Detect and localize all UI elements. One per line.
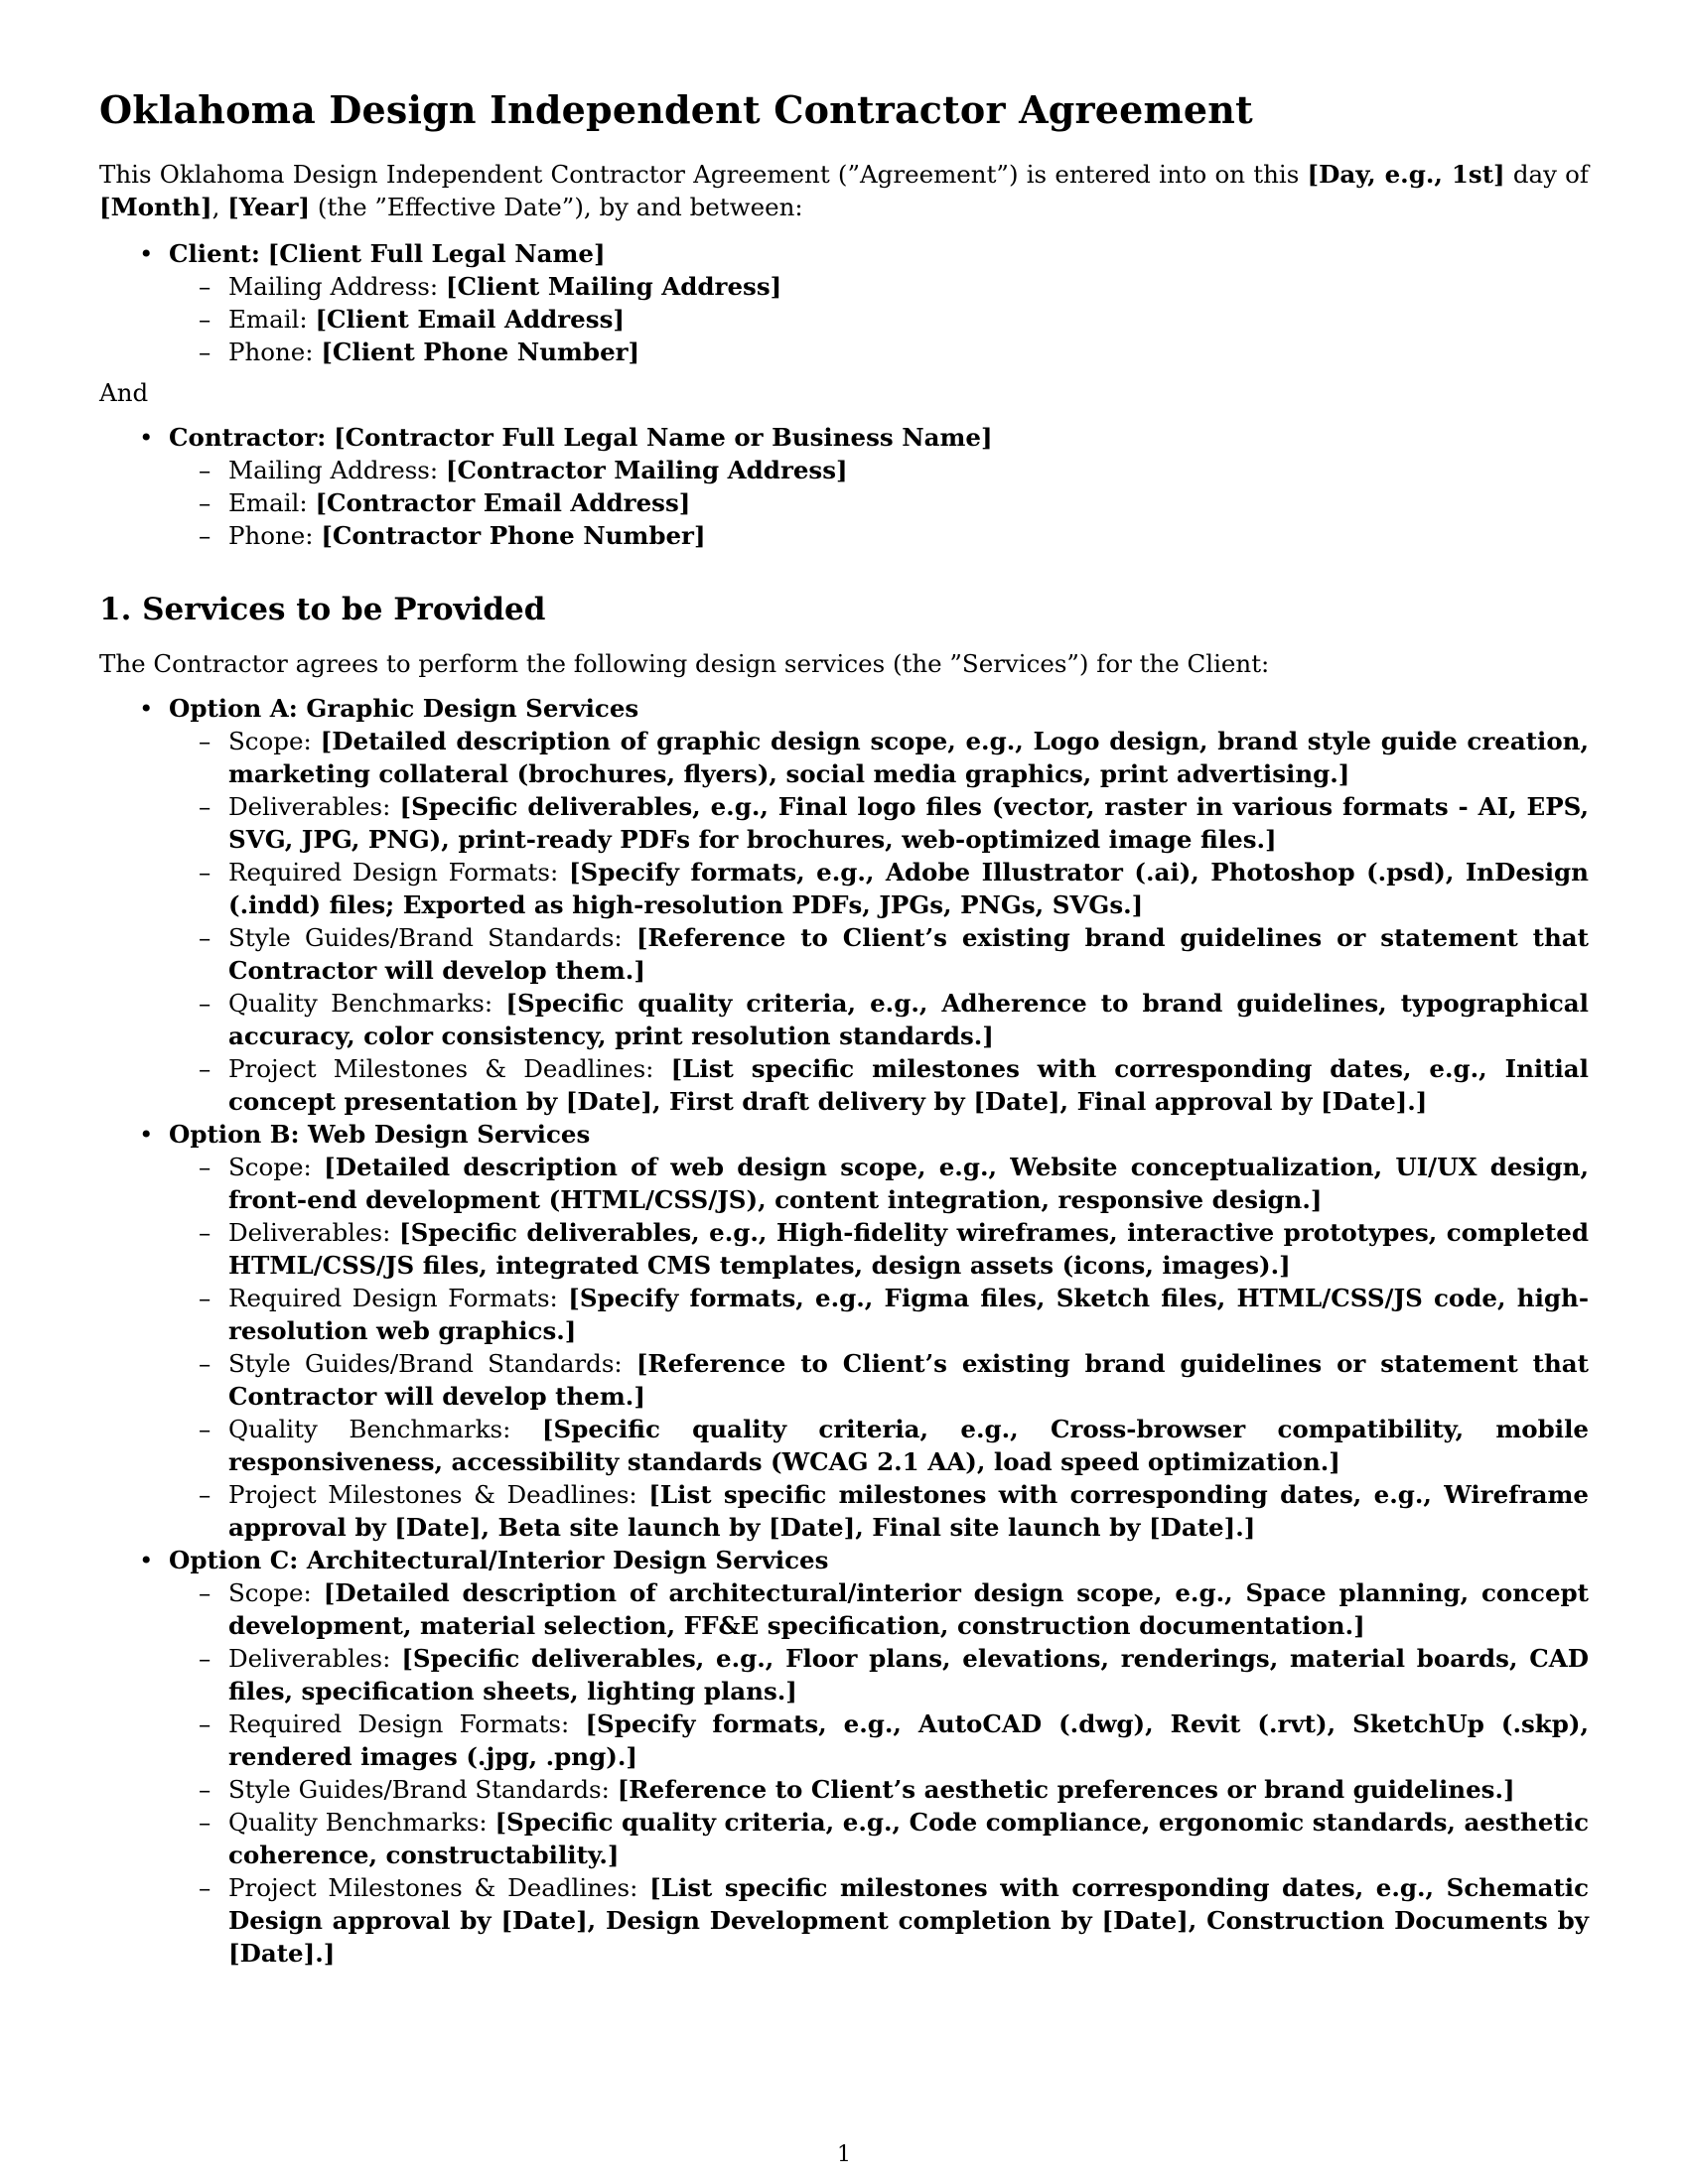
contractor-mailing-address <box>169 454 1589 486</box>
item-label: Deliverables: <box>228 792 400 821</box>
client-label: Client: <box>169 239 260 268</box>
option-item-deliverables <box>169 790 1589 856</box>
option-item-deliverables <box>169 1642 1589 1707</box>
contractor-fields <box>169 454 1589 552</box>
bullet-icon: • <box>139 694 154 723</box>
item-value: [Detailed description of architectural/interior design scope, e.g., Space planning, concept development, material selection, FF&E specification, construction documentation.] <box>228 1578 1589 1640</box>
item-value: [List specific milestones with corresponding dates, e.g., Wireframe approval by [Date], Beta site launch by [Date], Final site launch by [Date].] <box>228 1480 1589 1542</box>
contractor-label: Contractor: <box>169 423 327 452</box>
contractor-party-list <box>99 421 1589 552</box>
dash-icon: – <box>199 1415 211 1443</box>
dash-icon: – <box>199 727 211 755</box>
dash-icon: – <box>199 305 211 334</box>
field-value: [Contractor Mailing Address] <box>445 456 848 484</box>
option-item-quality <box>169 987 1589 1052</box>
option-item-deliverables <box>169 1216 1589 1282</box>
page-number: 1 <box>837 2142 851 2167</box>
option-item-scope <box>169 1151 1589 1216</box>
dash-icon: – <box>199 1808 211 1837</box>
field-label: Email: <box>228 305 316 334</box>
option-c <box>99 1544 1589 1970</box>
intro-text: day of <box>1504 160 1589 189</box>
document-page <box>99 87 1589 1970</box>
client-name: [Client Full Legal Name] <box>267 239 606 268</box>
client-phone <box>169 336 1589 368</box>
field-value: [Client Email Address] <box>315 305 625 334</box>
option-title: Option A: Graphic Design Services <box>169 694 639 723</box>
item-label: Style Guides/Brand Standards: <box>228 1775 618 1804</box>
item-value: [Reference to Client’s existing brand guidelines or statement that Contractor will develop them.] <box>228 1349 1589 1411</box>
intro-text: , <box>211 193 228 221</box>
option-b <box>99 1118 1589 1544</box>
field-label: Email: <box>228 488 316 517</box>
item-value: [List specific milestones with corresponding dates, e.g., Schematic Design approval by [Date], Design Development completion by [Date], Construction Documents by [Date].] <box>228 1873 1589 1968</box>
bullet-icon: • <box>139 239 154 268</box>
item-value: [Specific deliverables, e.g., High-fidelity wireframes, interactive prototypes, completed HTML/CSS/JS files, integrated CMS templates, design assets (icons, images).] <box>228 1218 1589 1280</box>
field-label: Mailing Address: <box>228 272 446 301</box>
option-item-quality <box>169 1806 1589 1871</box>
dash-icon: – <box>199 858 211 887</box>
item-label: Quality Benchmarks: <box>228 1808 495 1837</box>
intro-text: (the ”Effective Date”), by and between: <box>310 193 803 221</box>
dash-icon: – <box>199 923 211 952</box>
option-item-style-guides <box>169 1347 1589 1413</box>
item-label: Quality Benchmarks: <box>228 1415 542 1443</box>
option-title: Option B: Web Design Services <box>169 1120 591 1149</box>
item-label: Required Design Formats: <box>228 1709 586 1738</box>
month-placeholder: [Month] <box>99 193 212 221</box>
option-item-formats <box>169 1282 1589 1347</box>
dash-icon: – <box>199 338 211 366</box>
document-title: Oklahoma Design Independent Contractor Agreement <box>99 87 1253 132</box>
option-item-scope <box>169 725 1589 790</box>
and-separator: And <box>99 378 149 407</box>
option-items <box>169 1576 1589 1970</box>
dash-icon: – <box>199 792 211 821</box>
option-a <box>99 692 1589 1118</box>
intro-paragraph <box>99 158 1589 223</box>
option-item-scope <box>169 1576 1589 1642</box>
client-email <box>169 303 1589 336</box>
section-1-heading: 1. Services to be Provided <box>99 592 546 627</box>
client-mailing-address <box>169 270 1589 303</box>
item-label: Required Design Formats: <box>228 858 569 887</box>
intro-text: This Oklahoma Design Independent Contractor Agreement (”Agreement”) is entered into on this <box>99 160 1308 189</box>
item-label: Project Milestones & Deadlines: <box>228 1054 671 1083</box>
field-label: Phone: <box>228 338 322 366</box>
bullet-icon: • <box>139 423 154 452</box>
dash-icon: – <box>199 1218 211 1247</box>
dash-icon: – <box>199 1480 211 1509</box>
client-party-list <box>99 237 1589 368</box>
option-item-milestones <box>169 1871 1589 1970</box>
item-label: Project Milestones & Deadlines: <box>228 1480 649 1509</box>
field-value: [Contractor Email Address] <box>315 488 691 517</box>
service-options-list <box>99 692 1589 1970</box>
item-value: [Reference to Client’s aesthetic preferences or brand guidelines.] <box>617 1775 1515 1804</box>
item-label: Scope: <box>228 727 321 755</box>
dash-icon: – <box>199 1578 211 1607</box>
client-party <box>99 237 1589 368</box>
dash-icon: – <box>199 1709 211 1738</box>
dash-icon: – <box>199 521 211 550</box>
item-label: Deliverables: <box>228 1218 400 1247</box>
field-label: Phone: <box>228 521 322 550</box>
item-value: [Specific quality criteria, e.g., Adherence to brand guidelines, typographical accuracy, color consistency, print resolution standards.] <box>228 989 1589 1050</box>
dash-icon: – <box>199 272 211 301</box>
item-value: [Detailed description of graphic design scope, e.g., Logo design, brand style guide creation, marketing collateral (brochures, flyers), social media graphics, print advertising.] <box>228 727 1590 788</box>
item-label: Project Milestones & Deadlines: <box>228 1873 650 1902</box>
option-item-style-guides <box>169 1773 1589 1806</box>
field-value: [Contractor Phone Number] <box>321 521 706 550</box>
option-item-formats <box>169 856 1589 921</box>
year-placeholder: [Year] <box>227 193 311 221</box>
dash-icon: – <box>199 1873 211 1902</box>
dash-icon: – <box>199 989 211 1018</box>
item-label: Scope: <box>228 1578 324 1607</box>
section-1-intro: The Contractor agrees to perform the following design services (the ”Services”) for the Client: <box>99 649 1270 678</box>
option-item-formats <box>169 1707 1589 1773</box>
day-placeholder: [Day, e.g., 1st] <box>1307 160 1505 189</box>
client-fields <box>169 270 1589 368</box>
item-value: [Specify formats, e.g., Figma files, Sketch files, HTML/CSS/JS code, high-resolution web graphics.] <box>228 1284 1589 1345</box>
option-title: Option C: Architectural/Interior Design Services <box>169 1546 829 1574</box>
dash-icon: – <box>199 1054 211 1083</box>
item-value: [Detailed description of web design scope, e.g., Website conceptualization, UI/UX design, front-end development (HTML/CSS/JS), content integration, responsive design.] <box>228 1153 1589 1214</box>
dash-icon: – <box>199 456 211 484</box>
dash-icon: – <box>199 1644 211 1673</box>
dash-icon: – <box>199 1284 211 1312</box>
dash-icon: – <box>199 1775 211 1804</box>
item-label: Style Guides/Brand Standards: <box>228 1349 636 1378</box>
option-item-milestones <box>169 1478 1589 1544</box>
field-label: Mailing Address: <box>228 456 446 484</box>
item-label: Required Design Formats: <box>228 1284 569 1312</box>
field-value: [Client Mailing Address] <box>445 272 782 301</box>
field-value: [Client Phone Number] <box>321 338 640 366</box>
item-value: [Specify formats, e.g., AutoCAD (.dwg), Revit (.rvt), SketchUp (.skp), rendered images (.jpg, .png).] <box>228 1709 1589 1771</box>
contractor-phone <box>169 519 1589 552</box>
item-value: [Reference to Client’s existing brand guidelines or statement that Contractor will develop them.] <box>228 923 1589 985</box>
dash-icon: – <box>199 1153 211 1181</box>
item-label: Quality Benchmarks: <box>228 989 506 1018</box>
option-items <box>169 725 1589 1118</box>
item-value: [Specific quality criteria, e.g., Code compliance, ergonomic standards, aesthetic coherence, constructability.] <box>228 1808 1589 1869</box>
bullet-icon: • <box>139 1120 154 1149</box>
dash-icon: – <box>199 488 211 517</box>
bullet-icon: • <box>139 1546 154 1574</box>
item-label: Scope: <box>228 1153 325 1181</box>
item-label: Deliverables: <box>228 1644 402 1673</box>
option-items <box>169 1151 1589 1544</box>
contractor-email <box>169 486 1589 519</box>
option-item-milestones <box>169 1052 1589 1118</box>
item-value: [Specify formats, e.g., Adobe Illustrator (.ai), Photoshop (.psd), InDesign (.indd) files; Exported as high-resolution PDFs, JPGs, PNGs, SVGs.] <box>228 858 1589 919</box>
item-value: [Specific deliverables, e.g., Final logo files (vector, raster in various formats - AI, EPS, SVG, JPG, PNG), print-ready PDFs for brochures, web-optimized image files.] <box>228 792 1589 854</box>
contractor-name: [Contractor Full Legal Name or Business Name] <box>334 423 993 452</box>
dash-icon: – <box>199 1349 211 1378</box>
option-item-style-guides <box>169 921 1589 987</box>
item-value: [Specific quality criteria, e.g., Cross-browser compatibility, mobile responsiveness, accessibility standards (WCAG 2.1 AA), load speed optimization.] <box>228 1415 1589 1476</box>
item-value: [List specific milestones with corresponding dates, e.g., Initial concept presentation by [Date], First draft delivery by [Date], Final approval by [Date].] <box>228 1054 1589 1116</box>
contractor-party <box>99 421 1589 552</box>
option-item-quality <box>169 1413 1589 1478</box>
item-value: [Specific deliverables, e.g., Floor plans, elevations, renderings, material boards, CAD files, specification sheets, lighting plans.] <box>228 1644 1589 1706</box>
item-label: Style Guides/Brand Standards: <box>228 923 636 952</box>
